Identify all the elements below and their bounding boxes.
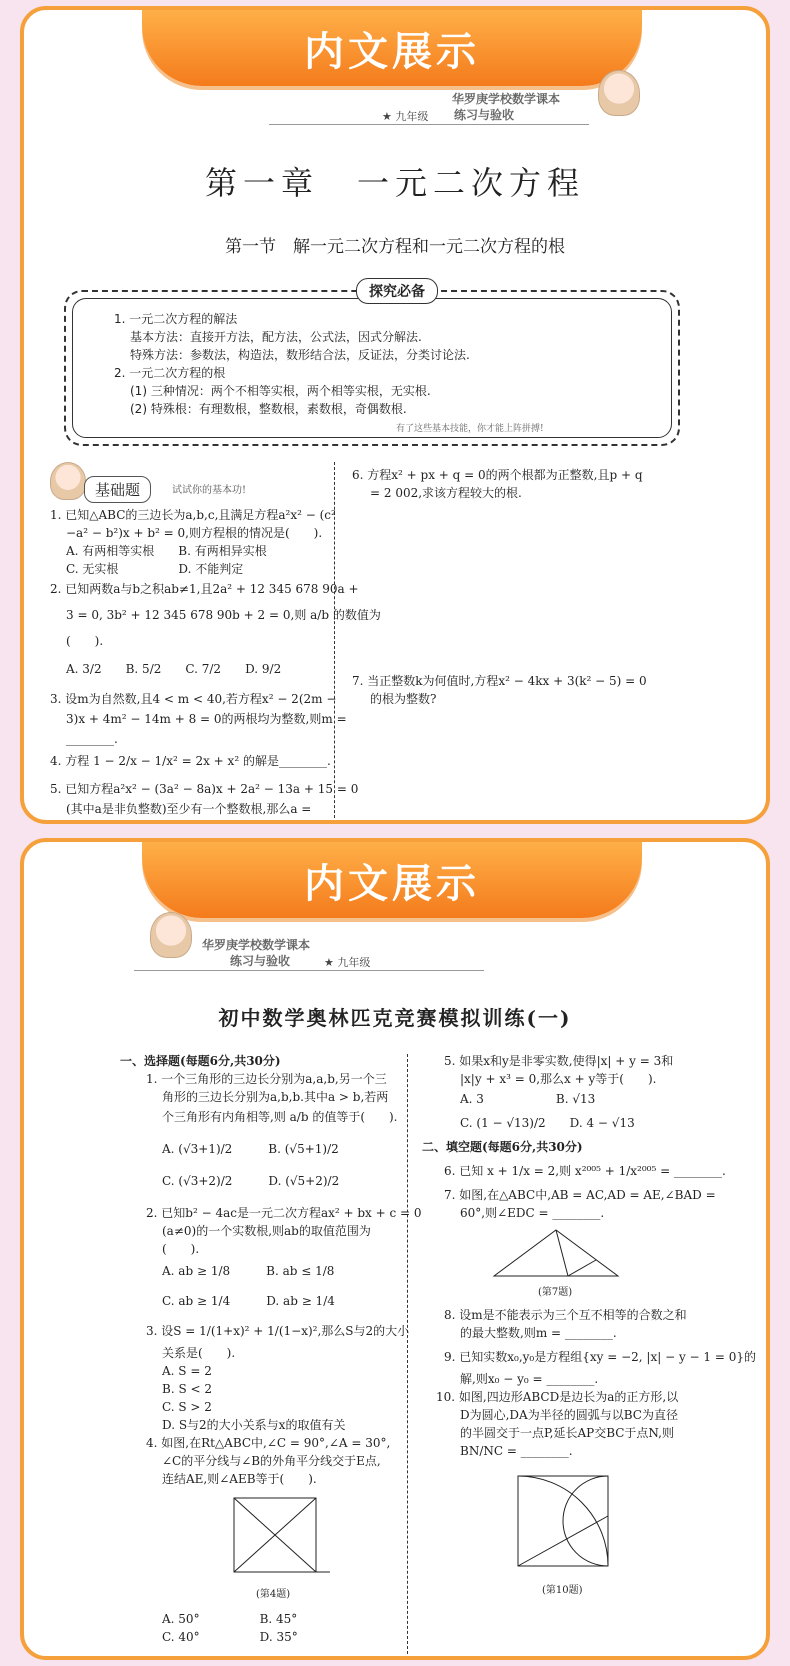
- header-rule: [134, 970, 484, 971]
- question-line: BN/NC = ________.: [460, 1444, 573, 1458]
- page-preview-card-2: [20, 838, 770, 1660]
- figure-7-caption: (第7题): [538, 1287, 573, 1298]
- question-line: 2. 已知b² − 4ac是一元二次方程ax² + bx + c = 0: [146, 1206, 422, 1220]
- question-line: 连结AE,则∠AEB等于( ).: [162, 1472, 317, 1486]
- question-line: (其中a是非负整数)至少有一个整数根,那么a =: [66, 802, 312, 816]
- question-line: 的最大整数,则m = ________.: [460, 1326, 617, 1340]
- question-line: 5. 已知方程a²x² − (3a² − 8a)x + 2a² − 13a + 15 = 0: [50, 782, 359, 796]
- chapter-title: 第一章 一元二次方程: [204, 164, 585, 202]
- question-line: 9. 已知实数x₀,y₀是方程组{xy = −2, |x| − y − 1 = 0}的: [444, 1350, 757, 1364]
- question-line: 角形的三边长分别为a,b,b.其中a > b,若两: [162, 1090, 389, 1104]
- question-line: 3. 设m为自然数,且4 < m < 40,若方程x² − 2(2m −: [50, 692, 337, 706]
- question-line: A. ab ≥ 1/8 B. ab ≤ 1/8: [162, 1264, 335, 1278]
- banner-title: 内文展示: [304, 29, 480, 75]
- figure-7: [484, 1226, 634, 1282]
- question-line: |x|y + x³ = 0,那么x + y等于( ).: [460, 1072, 657, 1086]
- question-line: 60°,则∠EDC = ________.: [460, 1206, 605, 1220]
- question-line: 7. 如图,在△ABC中,AB = AC,AD = AE,∠BAD =: [444, 1188, 716, 1202]
- question-line: 10. 如图,四边形ABCD是边长为a的正方形,以: [436, 1390, 679, 1404]
- question-line: 1. 已知△ABC的三边长为a,b,c,且满足方程a²x² − (c²: [50, 508, 336, 522]
- question-line: 6. 已知 x + 1/x = 2,则 x²⁰⁰⁵ + 1/x²⁰⁰⁵ = ________.: [444, 1164, 726, 1178]
- question-line: ________.: [66, 732, 118, 746]
- explore-line: 1. 一元二次方程的解法: [114, 312, 238, 326]
- series-title: 华罗庚学校数学课本: [202, 938, 311, 952]
- question-line: 4. 方程 1 − 2/x − 1/x² = 2x + x² 的解是________.: [50, 754, 331, 768]
- explore-line: (1) 三种情况：两个不相等实根，两个相等实根，无实根.: [130, 384, 431, 398]
- explore-line: 特殊方法：参数法，构造法，数形结合法，反证法，分类讨论法.: [130, 348, 470, 362]
- explore-line: 2. 一元二次方程的根: [114, 366, 226, 380]
- cartoon-kids-icon: [50, 462, 86, 500]
- cartoon-girl-icon: [150, 912, 192, 958]
- question-line: C. ab ≥ 1/4 D. ab ≥ 1/4: [162, 1294, 335, 1308]
- question-line: 的半圆交于一点P,延长AP交BC于点N,则: [460, 1426, 674, 1440]
- question-line: −a² − b²)x + b² = 0,则方程根的情况是( ).: [66, 526, 323, 540]
- series-title: 华罗庚学校数学课本: [452, 92, 561, 106]
- section-heading: 二、填空题(每题6分,共30分): [422, 1140, 583, 1154]
- explore-title: 探究必备: [356, 278, 438, 304]
- question-line: ( ).: [162, 1242, 200, 1256]
- column-divider: [407, 1054, 408, 1654]
- question-line: C. (√3+2)/2 D. (√5+2)/2: [162, 1174, 340, 1188]
- question-line: 1. 一个三角形的三边长分别为a,a,b,另一个三: [146, 1072, 387, 1086]
- explore-line: (2) 特殊根：有理数根，整数根，素数根，奇偶数根.: [130, 402, 407, 416]
- figure-10-caption: (第10题): [542, 1585, 583, 1596]
- book-title: 练习与验收: [454, 108, 515, 122]
- question-line: (a≠0)的一个实数根,则ab的取值范围为: [162, 1224, 371, 1238]
- question-line: 2. 已知两数a与b之积ab≠1,且2a² + 12 345 678 90a +: [50, 582, 359, 596]
- question-line: A. S = 2: [162, 1364, 212, 1378]
- banner: [142, 838, 642, 918]
- question-line: D为圆心,DA为半径的圆弧与以BC为直径: [460, 1408, 678, 1422]
- figure-4: [220, 1492, 330, 1582]
- question-line: = 2 002,求该方程较大的根.: [370, 486, 522, 500]
- question-line: A. (√3+1)/2 B. (√5+1)/2: [162, 1142, 339, 1156]
- question-line: A. 3 B. √13: [460, 1092, 596, 1106]
- grade-label: ★ 九年级: [324, 956, 371, 969]
- question-line: 关系是( ).: [162, 1346, 236, 1360]
- question-line: 的根为整数?: [370, 692, 437, 706]
- question-line: 3. 设S = 1/(1+x)² + 1/(1−x)²,那么S与2的大小: [146, 1324, 410, 1338]
- figure-4-caption: (第4题): [256, 1589, 291, 1600]
- basic-title: 基础题: [84, 476, 151, 503]
- question-line: A. 50° B. 45°: [162, 1612, 298, 1626]
- question-line: 个三角形有内角相等,则 a/b 的值等于( ).: [162, 1110, 398, 1124]
- section-heading: 一、选择题(每题6分,共30分): [120, 1054, 281, 1068]
- grade-label: ★ 九年级: [382, 110, 429, 123]
- question-line: 8. 设m是不能表示为三个互不相等的合数之和: [444, 1308, 687, 1322]
- question-line: C. 无实根 D. 不能判定: [66, 562, 244, 576]
- page-preview-card-1: [20, 6, 770, 824]
- banner: [142, 6, 642, 86]
- cartoon-girl-icon: [598, 70, 640, 116]
- figure-10: [504, 1464, 614, 1574]
- question-line: D. S与2的大小关系与x的取值有关: [162, 1418, 346, 1432]
- explore-box: [64, 284, 680, 446]
- question-line: 3 = 0, 3b² + 12 345 678 90b + 2 = 0,则 a/b 的数值为: [66, 608, 381, 622]
- question-line: 7. 当正整数k为何值时,方程x² − 4kx + 3(k² − 5) = 0: [352, 674, 647, 688]
- question-line: C. 40° D. 35°: [162, 1630, 298, 1644]
- section-title: 第一节 解一元二次方程和一元二次方程的根: [225, 237, 565, 257]
- header-rule: [269, 124, 589, 125]
- contest-title: 初中数学奥林匹克竞赛模拟训练(一): [218, 1006, 572, 1030]
- basic-subtitle: 试试你的基本功!: [172, 485, 247, 496]
- question-line: 3)x + 4m² − 14m + 8 = 0的两根均为整数,则m =: [66, 712, 347, 726]
- question-line: ( ).: [66, 634, 104, 648]
- question-line: ∠C的平分线与∠B的外角平分线交于E点,: [162, 1454, 381, 1468]
- explore-line: 基本方法：直接开方法，配方法，公式法，因式分解法.: [130, 330, 422, 344]
- question-line: A. 有两相等实根 B. 有两相异实根: [66, 544, 267, 558]
- question-line: B. S < 2: [162, 1382, 212, 1396]
- question-line: 5. 如果x和y是非零实数,使得|x| + y = 3和: [444, 1054, 674, 1068]
- question-line: A. 3/2 B. 5/2 C. 7/2 D. 9/2: [66, 662, 282, 676]
- explore-footer: 有了这些基本技能，你才能上阵拼搏!: [396, 424, 544, 434]
- question-line: 解,则x₀ − y₀ = ________.: [460, 1372, 599, 1386]
- question-line: C. S > 2: [162, 1400, 212, 1414]
- banner-title: 内文展示: [304, 861, 480, 907]
- book-title: 练习与验收: [230, 954, 291, 968]
- question-line: 6. 方程x² + px + q = 0的两个根都为正整数,且p + q: [352, 468, 643, 482]
- question-line: C. (1 − √13)/2 D. 4 − √13: [460, 1116, 635, 1130]
- question-line: 4. 如图,在Rt△ABC中,∠C = 90°,∠A = 30°,: [146, 1436, 391, 1450]
